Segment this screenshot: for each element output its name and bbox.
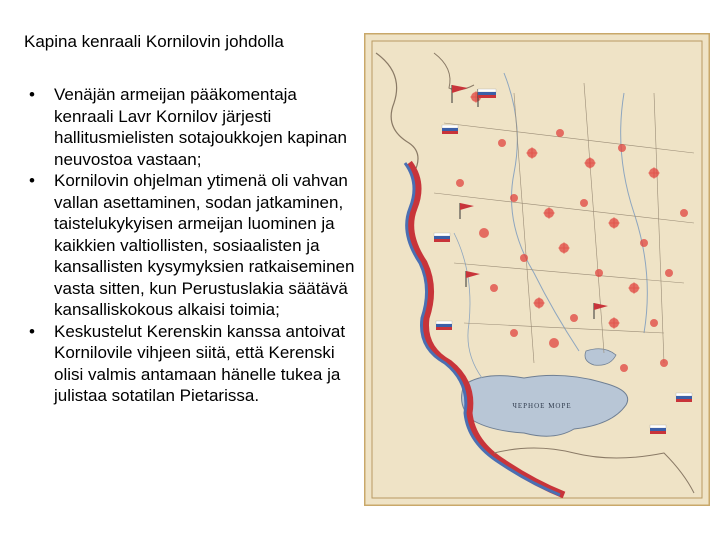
bullet-item — [26, 170, 356, 321]
bullet-marker: • — [29, 171, 35, 190]
slide-title: Kapina kenraali Kornilovin johdolla — [24, 32, 284, 51]
bullet-marker: • — [29, 85, 35, 104]
tricolor-flag-icon — [436, 321, 452, 330]
bullet-list — [26, 84, 356, 407]
tricolor-flag-icon — [676, 393, 692, 402]
bullet-text: Keskustelut Kerenskin kanssa antoivat Kornilovile vihjeen siitä, että Kerenski olisi valmis antamaan hänelle tukea ja julistaa sotatilan Pietarissa. — [54, 321, 346, 405]
bullet-item — [26, 321, 356, 407]
historical-map — [364, 33, 710, 506]
sea-label: ЧЕРНОЕ МОРЕ — [512, 402, 572, 410]
bullet-text: Venäjän armeijan pääkomentaja kenraali Lavr Kornilov järjesti hallitusmielisten sotajoukkojen kapinan neuvostoa vastaan; — [54, 85, 347, 169]
tricolor-flag-icon — [442, 125, 458, 134]
bullet-marker: • — [29, 321, 35, 341]
bullet-text: Kornilovin ohjelman ytimenä oli vahvan vallan asettaminen, sodan jatkaminen, taistelukykyisen armeijan luominen ja kaikkien valtiollisten, sosiaalisten ja kansallisten kysymyksien ratkaiseminen vasta sitten, kun Perustuslakia säätävä kansalliskokous alkaisi toimia; — [54, 171, 355, 319]
tricolor-flag-icon — [434, 233, 450, 242]
bullet-item — [26, 84, 356, 170]
tricolor-flag-icon — [650, 425, 666, 434]
